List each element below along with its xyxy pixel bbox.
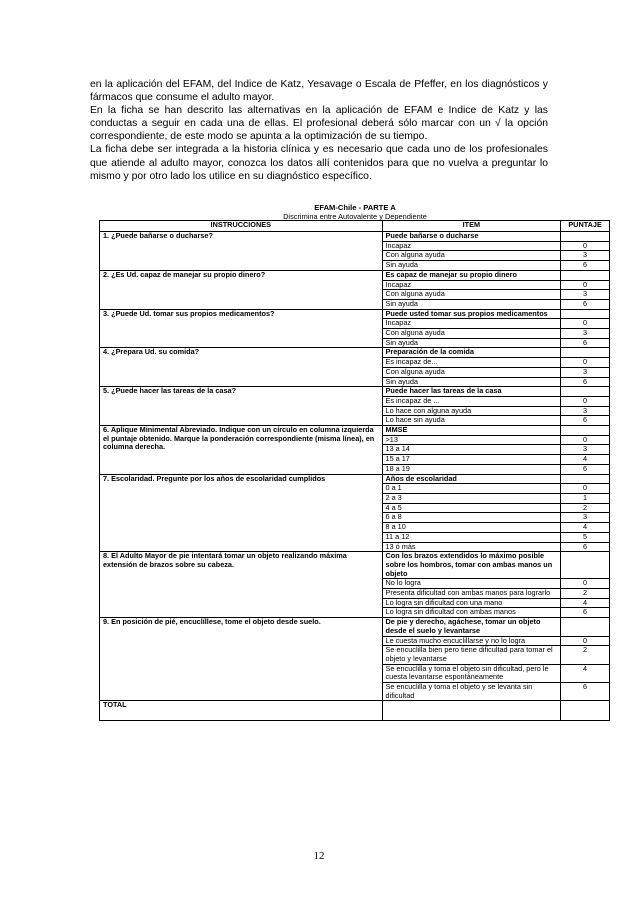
option-label: 11 a 12 (382, 532, 561, 542)
option-label: Lo logra sin dificultad con ambas manos (382, 608, 561, 618)
item-title-cell: Puede usted tomar sus propios medicamentos (382, 309, 561, 319)
option-score: 6 (561, 338, 610, 348)
item-score-cell (561, 474, 610, 484)
option-score: 2 (561, 646, 610, 664)
section-header-row (100, 270, 610, 280)
option-label: Incapaz (382, 241, 561, 251)
option-label: 13 ó más (382, 542, 561, 552)
intro-text (90, 78, 548, 183)
instruction-cell: 2. ¿Es Ud. capaz de manejar su propio dinero? (100, 270, 383, 309)
header-puntaje: PUNTAJE (561, 221, 610, 232)
table-subtitle: Discrimina entre Autovalente y Dependiente (283, 212, 427, 221)
option-score: 0 (561, 396, 610, 406)
section-header-row (100, 232, 610, 242)
item-score-cell (561, 552, 610, 579)
instruction-cell: 8. El Adulto Mayor de pie intentará tomar un objeto realizando máxima extensión de brazos sobre su cabeza. (100, 552, 383, 618)
option-score: 4 (561, 455, 610, 465)
section-header-row (100, 618, 610, 636)
option-label: Es incapaz de ... (382, 396, 561, 406)
item-title-cell: MMSE (382, 426, 561, 436)
option-label: 2 a 3 (382, 493, 561, 503)
header-item: ITEM (382, 221, 561, 232)
option-score: 0 (561, 484, 610, 494)
option-score: 6 (561, 542, 610, 552)
item-title-cell: Con los brazos extendidos lo máximo posible sobre los hombros, tomar con ambas manos un objeto (382, 552, 561, 579)
option-score: 0 (561, 280, 610, 290)
option-label: 15 a 17 (382, 455, 561, 465)
item-title-cell: Puede bañarse o ducharse (382, 232, 561, 242)
item-title-cell: Es capaz de manejar su propio dinero (382, 270, 561, 280)
table-header-row (100, 221, 610, 232)
option-score: 6 (561, 683, 610, 701)
instruction-cell: 9. En posición de pié, encuclíllese, tome el objeto desde suelo. (100, 618, 383, 701)
option-label: Con alguna ayuda (382, 367, 561, 377)
intro-paragraph: en la aplicación del EFAM, del Indice de Katz, Yesavage o Escala de Pfeffer, en los diagnósticos y fármacos que consume el adulto mayor. (90, 79, 548, 104)
option-score: 6 (561, 416, 610, 426)
total-label: TOTAL (100, 701, 383, 721)
option-label: 8 a 10 (382, 523, 561, 533)
instruction-cell: 5. ¿Puede hacer las tareas de la casa? (100, 387, 383, 426)
option-label: Lo logra sin dificultad con una mano (382, 598, 561, 608)
option-label: Sin ayuda (382, 338, 561, 348)
option-score: 3 (561, 251, 610, 261)
option-label: 18 a 19 (382, 464, 561, 474)
option-label: Se encuclilla y toma el objeto sin dificultad, pero le cuesta levantarse espontáneamente (382, 664, 561, 682)
option-score: 6 (561, 299, 610, 309)
section-header-row (100, 426, 610, 436)
option-score: 6 (561, 261, 610, 271)
option-score: 0 (561, 579, 610, 589)
option-label: 4 a 5 (382, 503, 561, 513)
page-number: 12 (313, 850, 325, 862)
option-score: 4 (561, 523, 610, 533)
item-score-cell (561, 618, 610, 636)
item-title-cell: Preparación de la comida (382, 348, 561, 358)
total-row (100, 701, 610, 721)
efam-table (99, 220, 610, 721)
instruction-cell: 6. Aplique Minimental Abreviado. Indique con un círculo en columna izquierda el puntaje obtenido. Marque la ponderación correspondiente (misma línea), en columna derecha. (100, 426, 383, 475)
option-score: 3 (561, 367, 610, 377)
option-score: 0 (561, 319, 610, 329)
option-score: 3 (561, 406, 610, 416)
item-score-cell (561, 232, 610, 242)
option-score: 3 (561, 513, 610, 523)
item-title-cell: De pie y derecho, agáchese, tomar un objeto desde el suelo y levantarse (382, 618, 561, 636)
section-header-row (100, 348, 610, 358)
option-label: 6 a 8 (382, 513, 561, 523)
option-label: Es incapaz de... (382, 358, 561, 368)
option-score: 5 (561, 532, 610, 542)
option-score: 1 (561, 493, 610, 503)
option-score: 4 (561, 598, 610, 608)
option-score: 6 (561, 377, 610, 387)
option-score: 0 (561, 636, 610, 646)
option-score: 6 (561, 464, 610, 474)
option-label: Sin ayuda (382, 377, 561, 387)
option-label: Se encuclilla bien pero tiene dificultad para tomar el objeto y levantarse (382, 646, 561, 664)
instruction-cell: 4. ¿Prepara Ud. su comida? (100, 348, 383, 387)
option-score: 4 (561, 664, 610, 682)
item-score-cell (561, 387, 610, 397)
instruction-cell: 1. ¿Puede bañarse o ducharse? (100, 232, 383, 271)
item-score-cell (561, 348, 610, 358)
option-label: Incapaz (382, 280, 561, 290)
section-header-row (100, 474, 610, 484)
option-label: Se encuclilla y toma el objeto y se levanta sin dificultad (382, 683, 561, 701)
option-label: Con alguna ayuda (382, 290, 561, 300)
option-score: 3 (561, 445, 610, 455)
item-title-cell: Años de escolaridad (382, 474, 561, 484)
option-label: Con alguna ayuda (382, 329, 561, 339)
item-title-cell: Puede hacer las tareas de la casa (382, 387, 561, 397)
option-label: >13 (382, 435, 561, 445)
table-title: EFAM-Chile - PARTE A (314, 203, 396, 212)
option-label: 0 a 1 (382, 484, 561, 494)
intro-paragraph: En la ficha se han descrito las alternativas en la aplicación de EFAM e Indice de Katz y las conductas a seguir en cada una de ellas. El profesional deberá sólo marcar con un √ la opción correspondiente, de este modo se apunta a la optimización de su tiempo. (90, 105, 548, 143)
option-label: No lo logra (382, 579, 561, 589)
instruction-cell: 7. Escolaridad. Pregunte por los años de escolaridad cumplidos (100, 474, 383, 552)
option-label: Lo hace sin ayuda (382, 416, 561, 426)
item-score-cell (561, 270, 610, 280)
intro-paragraph: La ficha debe ser integrada a la historia clínica y es necesario que cada uno de los profesionales que atiende al adulto mayor, conozca los datos allí contenidos para que no vuelva a preguntar lo mismo y por otro lado los utilice en su diagnóstico específico. (90, 144, 548, 182)
option-score: 0 (561, 435, 610, 445)
total-score-cell (561, 701, 610, 721)
item-score-cell (561, 426, 610, 436)
option-score: 3 (561, 329, 610, 339)
instruction-cell: 3. ¿Puede Ud. tomar sus propios medicamentos? (100, 309, 383, 348)
header-instrucciones: INSTRUCCIONES (100, 221, 383, 232)
option-label: Incapaz (382, 319, 561, 329)
total-item-cell (382, 701, 561, 721)
table-body (100, 232, 610, 701)
option-score: 0 (561, 241, 610, 251)
option-label: Le cuesta mucho encuclillarse y no lo logra (382, 636, 561, 646)
section-header-row (100, 552, 610, 579)
section-header-row (100, 387, 610, 397)
item-score-cell (561, 309, 610, 319)
option-label: Sin ayuda (382, 261, 561, 271)
option-score: 2 (561, 503, 610, 513)
option-label: Lo hace con alguna ayuda (382, 406, 561, 416)
option-label: Sin ayuda (382, 299, 561, 309)
option-score: 6 (561, 608, 610, 618)
option-label: Con alguna ayuda (382, 251, 561, 261)
option-label: 13 a 14 (382, 445, 561, 455)
option-label: Presenta dificultad con ambas manos para lograrlo (382, 589, 561, 599)
option-score: 3 (561, 290, 610, 300)
section-header-row (100, 309, 610, 319)
option-score: 2 (561, 589, 610, 599)
option-score: 0 (561, 358, 610, 368)
